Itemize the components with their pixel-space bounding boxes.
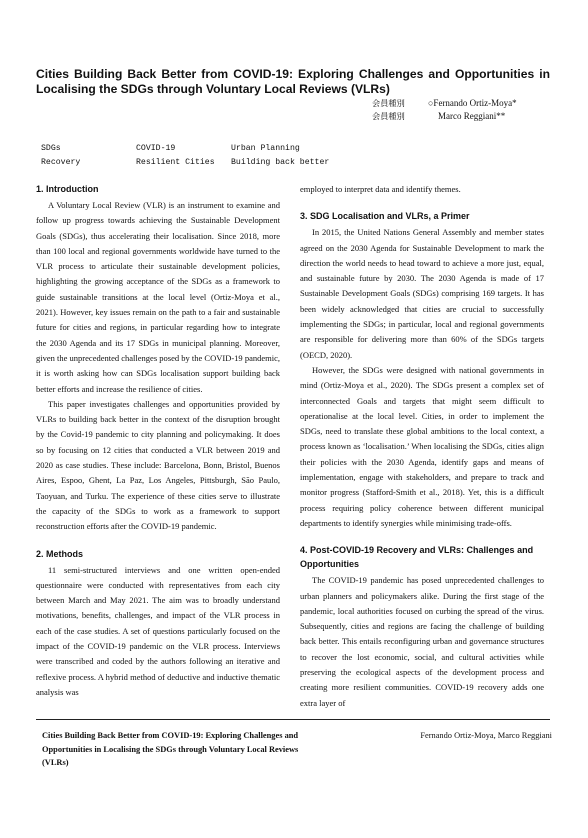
keyword: COVID-19	[136, 144, 176, 153]
paragraph: 11 semi-structured interviews and one written open-ended questionnaire were conducted with representatives from each city between March and May 2021. The aim was to broadly understand motivations, benefits, challenges, and impact of the VLR process in each of the case studies. A set of questions particularly focused on the impact of the COVID-19 pandemic on the VLR process. Interviews were transcribed and coded by the authors following an iterative and reflexive process. A hybrid method of deductive and inductive thematic analysis was	[36, 564, 280, 697]
footer-title: Cities Building Back Better from COVID-19: Exploring Challenges and Opportunities in Localising the SDGs through Voluntary Local Reviews (VLRs)	[42, 731, 299, 767]
section-heading-methods: 2. Methods	[36, 548, 84, 559]
keyword-row	[41, 156, 329, 170]
author-row	[372, 110, 517, 123]
section-heading-recovery: 4. Post-COVID-19 Recovery and VLRs: Challenges and Opportunities	[300, 545, 534, 570]
author-name: Marco Reggiani**	[438, 111, 506, 121]
keyword: SDGs	[41, 144, 61, 153]
section-heading-introduction: 1. Introduction	[36, 184, 99, 194]
right-column	[300, 182, 544, 711]
keyword: Resilient Cities	[136, 157, 215, 167]
member-type-label: 会員種別	[372, 111, 405, 121]
paragraph-continued: employed to interpret data and identify themes.	[300, 184, 461, 194]
left-column	[36, 182, 280, 700]
footer-authors: Fernando Ortiz-Moya, Marco Reggiani	[420, 731, 552, 740]
author-list	[372, 97, 517, 123]
paragraph: The COVID-19 pandemic has posed unprecedented challenges to urban planners and policymakers alike. During the first stage of the pandemic, local authorities focused on curbing the spread of the virus. Subsequently, cities and regions are facing the challenge of building back better. This entails reconfiguring urban and governance structures to recover the lost economic, social, and cultural activities while preserving the ecological aspects of the development process and creating more resilient communities. COVID-19 recovery adds one extra layer of	[300, 575, 544, 708]
member-type-label: 会員種別	[372, 98, 405, 108]
paragraph: This paper investigates challenges and opportunities provided by VLRs to building back better in the context of the disruption brought by the Covid-19 pandemic to city planning and policymaking. It does so by focusing on 12 cities that conducted a VLR between 2019 and 2020 as case studies. These include: Barcelona, Bonn, Bristol, Buenos Aires, Espoo, Ghent, La Paz, Los Angeles, Pittsburgh, São Paulo, Taoyuan, and Turku. The experience of these cities serve to illustrate the capacity of the SDGs to work as a framework to support reconstruction efforts after the COVID-19 pandemic.	[36, 398, 280, 532]
paragraph: However, the SDGs were designed with national governments in mind (Ortiz-Moya et al., 2020). The SDGs present a complex set of interconnected Goals and targets that might seem difficult to operationalise at the local level. Cities, in order to implement the SDGs, need to translate these global ambitions to the local context, a process known as ‘localisation.’ When localising the SDGs, cities align their policies with the 2030 Agenda, identify gaps and means of implementation, engage with stakeholders, and prepare to track and monitor progress (Stafford-Smith et al., 2018). Yet, this is a difficult process requiring policy coherence between different municipal departments to identify synergies while minimising trade-offs.	[300, 364, 544, 528]
paragraph: In 2015, the United Nations General Assembly and member states agreed on the 2030 Agenda for Sustainable Development to mark the direction the world needs to head toward to achieve a more just, equal, and sustainable future by 2030. The 2030 Agenda is made of 17 Sustainable Development Goals (SDGs) comprising 169 targets. It has been widely acknowledged that cities are crucial to successfully implementing the SDGs; in particular, local and regional governments are responsible for delivering more than 60% of the SDGs targets (OECD, 2020).	[300, 227, 544, 360]
author-row	[372, 97, 517, 110]
section-heading-primer: 3. SDG Localisation and VLRs, a Primer	[300, 211, 470, 222]
keyword: Recovery	[41, 157, 81, 167]
keyword-block	[41, 142, 329, 169]
keyword: Building back better	[231, 157, 330, 167]
footer-divider	[36, 719, 550, 720]
author-name: ○Fernando Ortiz-Moya*	[428, 98, 517, 108]
paper-title: Cities Building Back Better from COVID-19: Exploring Challenges and Opportunities in Localising the SDGs through Voluntary Local Reviews (VLRs)	[36, 67, 550, 96]
paragraph: A Voluntary Local Review (VLR) is an instrument to examine and follow up progress towards achieving the Sustainable Development Goals (SDGs), thus accelerating their localisation. Since 2018, more than 100 local and regional governments worldwide have turned to the VLR process to articulate their sustainable development policies, highlighting the growing acceptance of the SDGs as a framework to guide sustainable transitions at the local level (Ortiz-Moya et al., 2021). However, key issues remain on the path to a fair and sustainable future for cities and regions, in particular regarding how to integrate the 2030 Agenda and its 17 SDGs in municipal planning. Moreover, given the unprecedented challenges posed by the COVID-19 pandemic, it is worth asking how can SDGs localisation support building back better efforts and increase the resilience of cities.	[36, 200, 280, 394]
keyword-row	[41, 142, 329, 156]
keyword: Urban Planning	[231, 144, 300, 153]
